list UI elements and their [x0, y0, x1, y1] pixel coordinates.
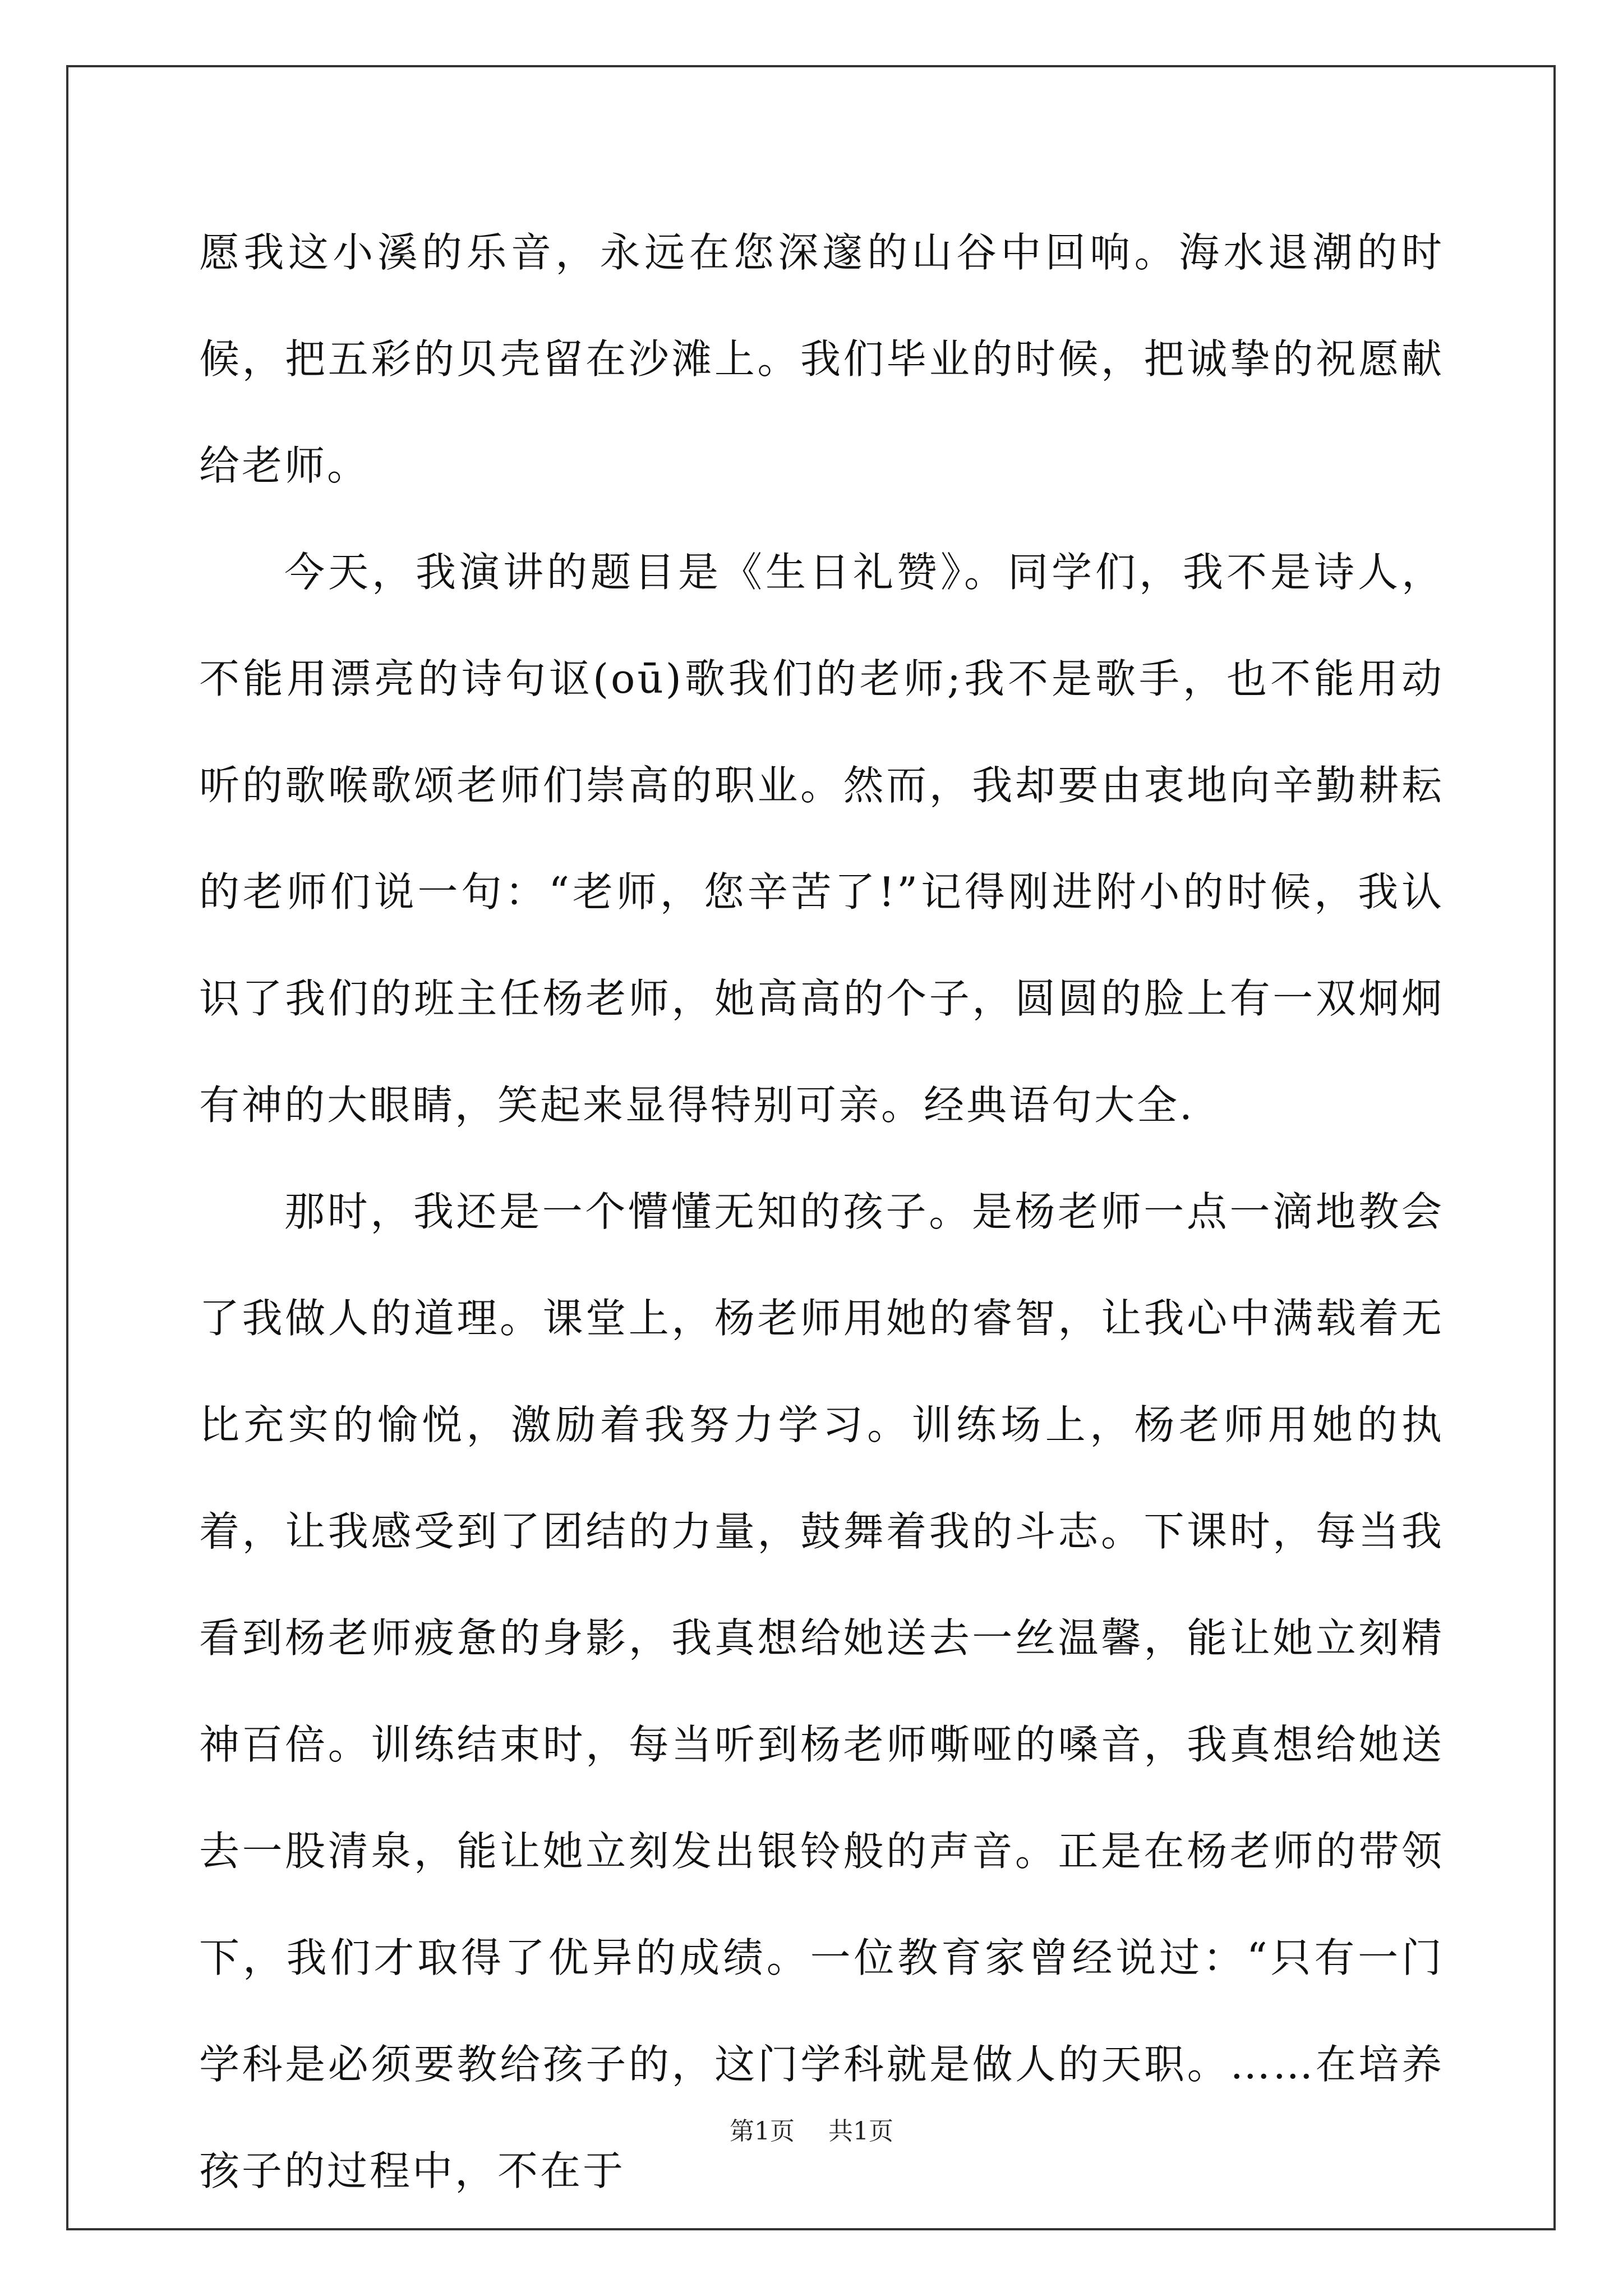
paragraph-2: 今天，我演讲的题目是《生日礼赞》。同学们，我不是诗人，不能用漂亮的诗句讴(oū)歌我们的老师;我不是歌手，也不能用动听的歌喉歌颂老师们崇高的职业。然而，我却要由衷地向辛勤耕耘的老师们说一句：“老师，您辛苦了!”记得刚进附小的时候，我认识了我们的班主任杨老师，她高高的个子，圆圆的脸上有一双炯炯有神的大眼睛，笑起来显得特别可亲。经典语句大全.: [199, 549, 1444, 1129]
paragraph-1: 愿我这小溪的乐音，永远在您深邃的山谷中回响。海水退潮的时候，把五彩的贝壳留在沙滩上。我们毕业的时候，把诚挚的祝愿献给老师。: [199, 229, 1444, 489]
page-footer: [0, 2115, 1623, 2148]
page-number: 第1页: [730, 2117, 795, 2146]
page-total: 共1页: [828, 2117, 893, 2146]
paragraph-3: 那时，我还是一个懵懂无知的孩子。是杨老师一点一滴地教会了我做人的道理。课堂上，杨老师用她的睿智，让我心中满载着无比充实的愉悦，激励着我努力学习。训练场上，杨老师用她的执着，让我感受到了团结的力量，鼓舞着我的斗志。下课时，每当我看到杨老师疲惫的身影，我真想给她送去一丝温馨，能让她立刻精神百倍。训练结束时，每当听到杨老师嘶哑的嗓音，我真想给她送去一股清泉，能让她立刻发出银铃般的声音。正是在杨老师的带领下，我们才取得了优异的成绩。一位教育家曾经说过：“只有一门学科是必须要教给孩子的，这门学科就是做人的天职。……在培养孩子的过程中，不在于: [199, 1188, 1444, 2194]
